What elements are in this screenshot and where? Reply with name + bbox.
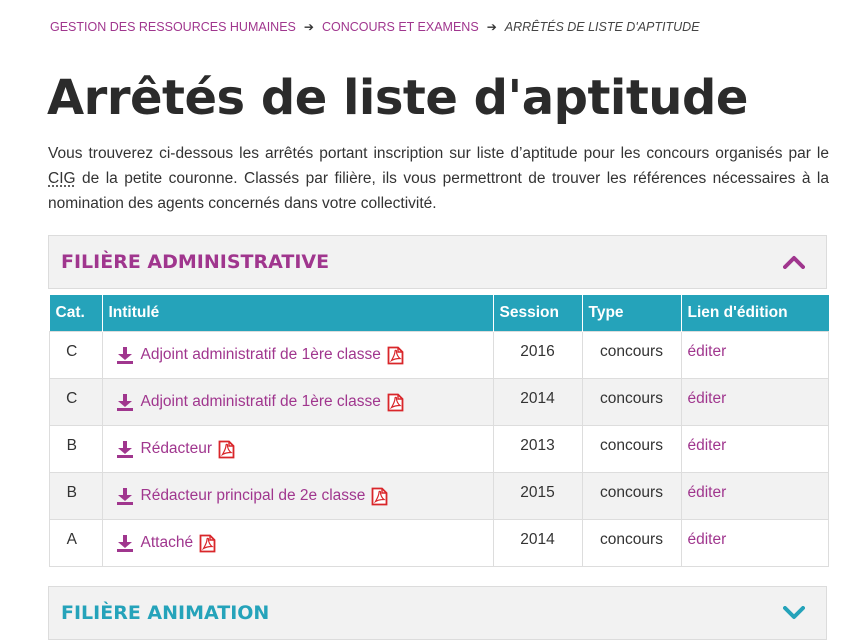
edit-link[interactable]: éditer xyxy=(687,390,727,407)
chevron-down-icon[interactable] xyxy=(780,603,808,623)
table-row xyxy=(50,332,829,379)
cell-intitule xyxy=(102,332,493,379)
cell-session xyxy=(493,379,582,426)
cell-lien-edition xyxy=(681,379,829,426)
intro-text-end: de la petite couronne. Classés par filière, ils vous permettront de trouver les références nécessaires à la nomination des agents concernés dans votre collectivité. xyxy=(48,170,829,212)
cell-type xyxy=(582,379,681,426)
column-header-session: Session xyxy=(493,295,582,332)
document-title: Rédacteur xyxy=(140,440,213,457)
breadcrumb-link-rh[interactable]: GESTION DES RESSOURCES HUMAINES xyxy=(50,20,296,34)
category-value: C xyxy=(66,343,78,360)
accordion-filiere-animation[interactable] xyxy=(48,586,827,640)
cig-abbreviation[interactable]: CIG xyxy=(48,170,76,187)
pdf-file-icon xyxy=(218,440,235,459)
type-value: concours xyxy=(600,531,663,548)
column-header-intitule: Intitulé xyxy=(102,295,493,332)
page-title: Arrêtés de liste d'aptitude xyxy=(47,70,748,126)
cell-session xyxy=(493,473,582,520)
cell-type xyxy=(582,426,681,473)
table-body xyxy=(50,332,829,567)
category-value: C xyxy=(66,390,78,407)
table-row xyxy=(50,520,829,567)
cell-intitule xyxy=(102,379,493,426)
edit-link[interactable]: éditer xyxy=(687,531,727,548)
pdf-file-icon xyxy=(387,346,404,365)
cell-lien-edition xyxy=(681,332,829,379)
document-download-link[interactable] xyxy=(115,439,236,459)
breadcrumb xyxy=(50,20,700,34)
cell-type xyxy=(582,332,681,379)
cell-intitule xyxy=(102,473,493,520)
session-value: 2015 xyxy=(520,484,555,501)
column-header-cat: Cat. xyxy=(50,295,103,332)
document-title: Adjoint administratif de 1ère classe xyxy=(140,393,381,410)
type-value: concours xyxy=(600,437,663,454)
pdf-file-icon xyxy=(371,487,388,506)
session-value: 2013 xyxy=(520,437,555,454)
cell-category xyxy=(50,473,103,520)
pdf-file-icon xyxy=(199,534,216,553)
chevron-up-icon[interactable] xyxy=(780,252,808,272)
cell-type xyxy=(582,473,681,520)
cell-session xyxy=(493,332,582,379)
document-title: Attaché xyxy=(140,534,194,551)
accordion-title: FILIÈRE ADMINISTRATIVE xyxy=(61,251,330,273)
breadcrumb-link-concours[interactable]: CONCOURS ET EXAMENS xyxy=(321,20,479,34)
cell-type xyxy=(582,520,681,567)
edit-link[interactable]: éditer xyxy=(687,343,727,360)
column-header-lien: Lien d'édition xyxy=(681,295,829,332)
type-value: concours xyxy=(600,343,663,360)
cell-lien-edition xyxy=(681,426,829,473)
download-icon xyxy=(115,486,135,506)
cell-intitule xyxy=(102,426,493,473)
arrow-right-icon: ➔ xyxy=(303,20,314,34)
category-value: A xyxy=(66,531,77,548)
accordion-title: FILIÈRE ANIMATION xyxy=(61,602,270,624)
arrow-right-icon: ➔ xyxy=(486,20,497,34)
intro-text-start: Vous trouverez ci-dessous les arrêtés portant inscription sur liste d’aptitude pour les concours organisés par le xyxy=(48,145,829,162)
cell-lien-edition xyxy=(681,473,829,520)
document-download-link[interactable] xyxy=(115,486,389,506)
table-row xyxy=(50,379,829,426)
intro-paragraph xyxy=(48,141,829,216)
cell-session xyxy=(493,426,582,473)
download-icon xyxy=(115,392,135,412)
document-download-link[interactable] xyxy=(115,533,217,553)
category-value: B xyxy=(66,437,77,454)
type-value: concours xyxy=(600,390,663,407)
cell-category xyxy=(50,426,103,473)
download-icon xyxy=(115,345,135,365)
cell-intitule xyxy=(102,520,493,567)
download-icon xyxy=(115,439,135,459)
cell-category xyxy=(50,332,103,379)
category-value: B xyxy=(66,484,77,501)
type-value: concours xyxy=(600,484,663,501)
cell-category xyxy=(50,379,103,426)
accordion-filiere-administrative[interactable] xyxy=(48,235,827,289)
document-download-link[interactable] xyxy=(115,392,404,412)
column-header-type: Type xyxy=(582,295,681,332)
table-row xyxy=(50,473,829,520)
breadcrumb-current: ARRÊTÉS DE LISTE D'APTITUDE xyxy=(504,20,700,34)
cell-lien-edition xyxy=(681,520,829,567)
document-title: Rédacteur principal de 2e classe xyxy=(140,487,366,504)
aptitude-table xyxy=(49,295,829,567)
document-title: Adjoint administratif de 1ère classe xyxy=(140,346,381,363)
session-value: 2014 xyxy=(520,531,555,548)
pdf-file-icon xyxy=(387,393,404,412)
edit-link[interactable]: éditer xyxy=(687,484,727,501)
download-icon xyxy=(115,533,135,553)
cell-session xyxy=(493,520,582,567)
edit-link[interactable]: éditer xyxy=(687,437,727,454)
session-value: 2014 xyxy=(520,390,555,407)
table-row xyxy=(50,426,829,473)
session-value: 2016 xyxy=(520,343,555,360)
document-download-link[interactable] xyxy=(115,345,404,365)
cell-category xyxy=(50,520,103,567)
table-header-row xyxy=(50,295,829,332)
